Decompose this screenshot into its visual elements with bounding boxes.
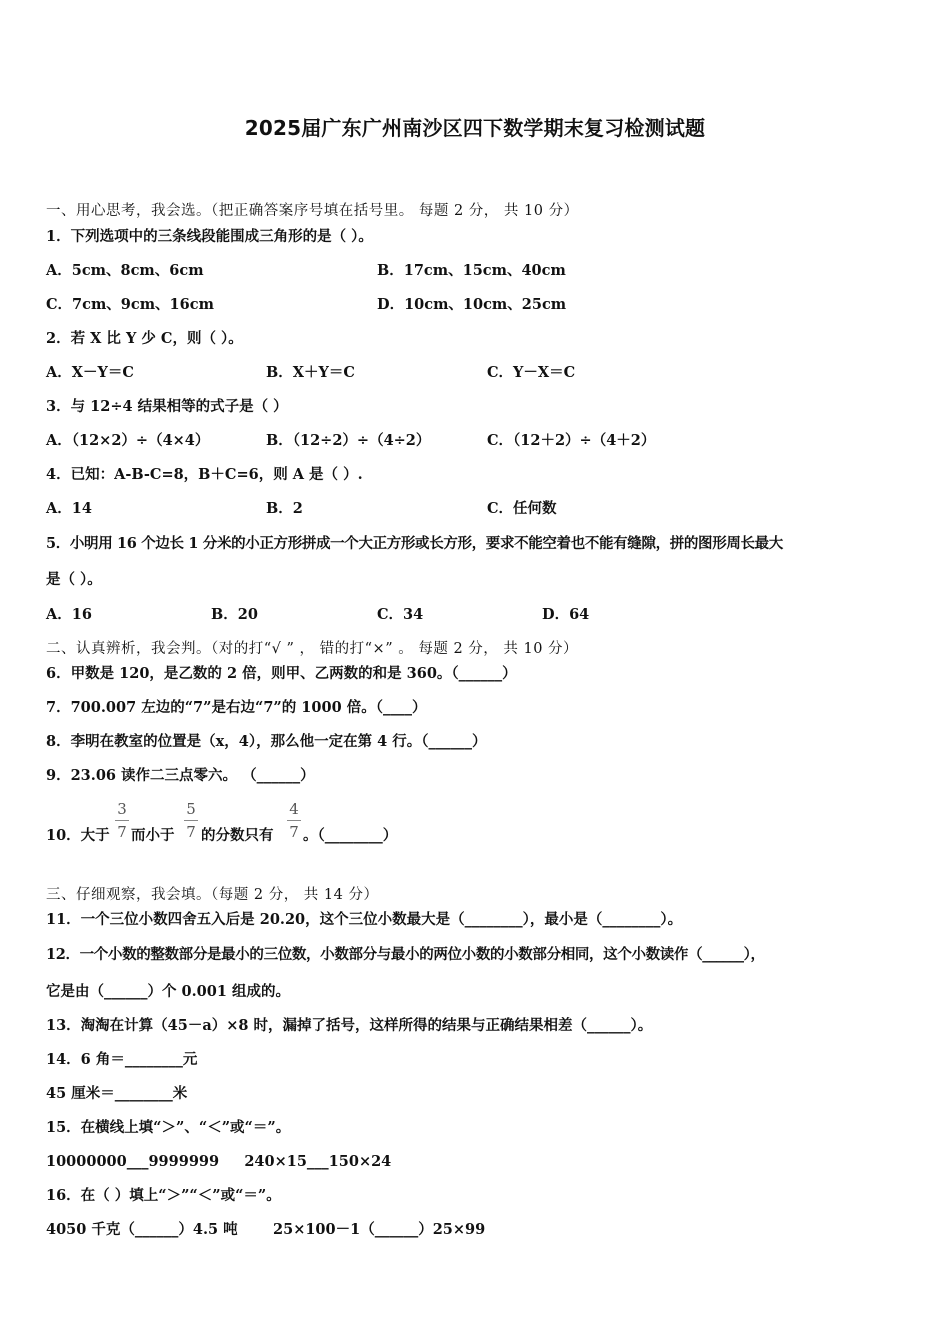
q3-option-a: A．（12×2）÷（4×4）: [46, 432, 210, 449]
section-2-heading: 二、认真辨析，我会判。（对的打“√ ” ， 错的打“×” 。 每题 2 分， 共 10 分）: [46, 641, 579, 657]
q14-line2: 45 厘米＝________米: [46, 1085, 188, 1102]
q5-option-a: A．16: [46, 606, 92, 623]
q5-option-d: D．64: [542, 606, 590, 623]
q4-stem: 4．已知：A-B-C=8，B＋C=6，则 A 是（ ）.: [46, 466, 363, 483]
q10-text-1: 10．大于: [46, 827, 110, 844]
q10-fraction-3: [287, 800, 301, 841]
section-1-heading: 一、用心思考，我会选。（把正确答案序号填在括号里。 每题 2 分， 共 10 分）: [46, 203, 579, 219]
q2-option-a: A．X－Y＝C: [46, 364, 134, 381]
q10-fraction-1: [115, 800, 129, 841]
q2-stem: 2．若 X 比 Y 少 C，则（ ）。: [46, 330, 243, 347]
q10-text-4: 。（________）: [303, 827, 398, 844]
q5-option-c: C．34: [377, 606, 424, 623]
fraction-denominator: 7: [186, 823, 196, 841]
q12-line2: 它是由（______）个 0.001 组成的。: [46, 983, 290, 1000]
q13: 13．淘淘在计算（45－a）×8 时，漏掉了括号，这样所得的结果与正确结果相差（______）。: [46, 1017, 653, 1034]
q2-option-b: B．X＋Y＝C: [266, 364, 355, 381]
q10-text-3: 的分数只有: [201, 827, 274, 844]
q3-option-b: B．（12÷2）÷（4÷2）: [266, 432, 431, 449]
q5-option-b: B．20: [211, 606, 258, 623]
q9: 9．23.06 读作二三点零六。 （______）: [46, 767, 315, 784]
q5-stem-line2: 是（ ）。: [46, 571, 102, 588]
q10-text-2: 而小于: [131, 827, 175, 844]
q4-option-c: C．任何数: [487, 500, 557, 517]
q8: 8．李明在教室的位置是（x，4），那么他一定在第 4 行。（______）: [46, 733, 487, 750]
q1-option-b: B．17cm、15cm、40cm: [377, 262, 566, 279]
q1-option-d: D．10cm、10cm、25cm: [377, 296, 567, 313]
q4-option-a: A．14: [46, 500, 92, 517]
fraction-denominator: 7: [117, 823, 127, 841]
q7: 7．700.007 左边的“7”是右边“7”的 1000 倍。（____）: [46, 699, 427, 716]
q16-stem: 16．在（ ）填上“＞”“＜”或“＝”。: [46, 1187, 281, 1204]
q1-option-a: A．5cm、8cm、6cm: [46, 262, 204, 279]
q3-stem: 3．与 12÷4 结果相等的式子是（ ）: [46, 398, 288, 415]
q15-line1: 10000000___9999999 240×15___150×24: [46, 1153, 392, 1170]
fraction-numerator: 4: [289, 800, 299, 818]
q4-option-b: B．2: [266, 500, 303, 517]
q12-line1: 12．一个小数的整数部分是最小的三位数，小数部分与最小的两位小数的小数部分相同，这个小数读作（______），: [46, 946, 765, 963]
fraction-numerator: 5: [186, 800, 196, 818]
q1-stem: 1．下列选项中的三条线段能围成三角形的是（ ）。: [46, 228, 373, 245]
q6: 6．甲数是 120，是乙数的 2 倍，则甲、乙两数的和是 360。（______）: [46, 665, 517, 682]
section-3-heading: 三、仔细观察，我会填。（每题 2 分， 共 14 分）: [46, 887, 379, 903]
q16-line1: 4050 千克（______）4.5 吨 25×100－1（______）25×99: [46, 1221, 486, 1238]
q11: 11．一个三位小数四舍五入后是 20.20，这个三位小数最大是（________），最小是（________）。: [46, 911, 683, 928]
q3-option-c: C．（12＋2）÷（4＋2）: [487, 432, 656, 449]
fraction-denominator: 7: [289, 823, 299, 841]
q1-option-c: C．7cm、9cm、16cm: [46, 296, 214, 313]
page-title: 2025届广东广州南沙区四下数学期末复习检测试题: [244, 116, 706, 140]
q5-stem-line1: 5．小明用 16 个边长 1 分米的小正方形拼成一个大正方形或长方形，要求不能空着也不能有缝隙，拼的图形周长最大: [46, 535, 783, 552]
q15-stem: 15．在横线上填“＞”、“＜”或“＝”。: [46, 1119, 291, 1136]
q10-fraction-2: [184, 800, 198, 841]
fraction-numerator: 3: [117, 800, 127, 818]
q2-option-c: C．Y－X＝C: [487, 364, 576, 381]
q14-line1: 14．6 角＝________元: [46, 1051, 198, 1068]
